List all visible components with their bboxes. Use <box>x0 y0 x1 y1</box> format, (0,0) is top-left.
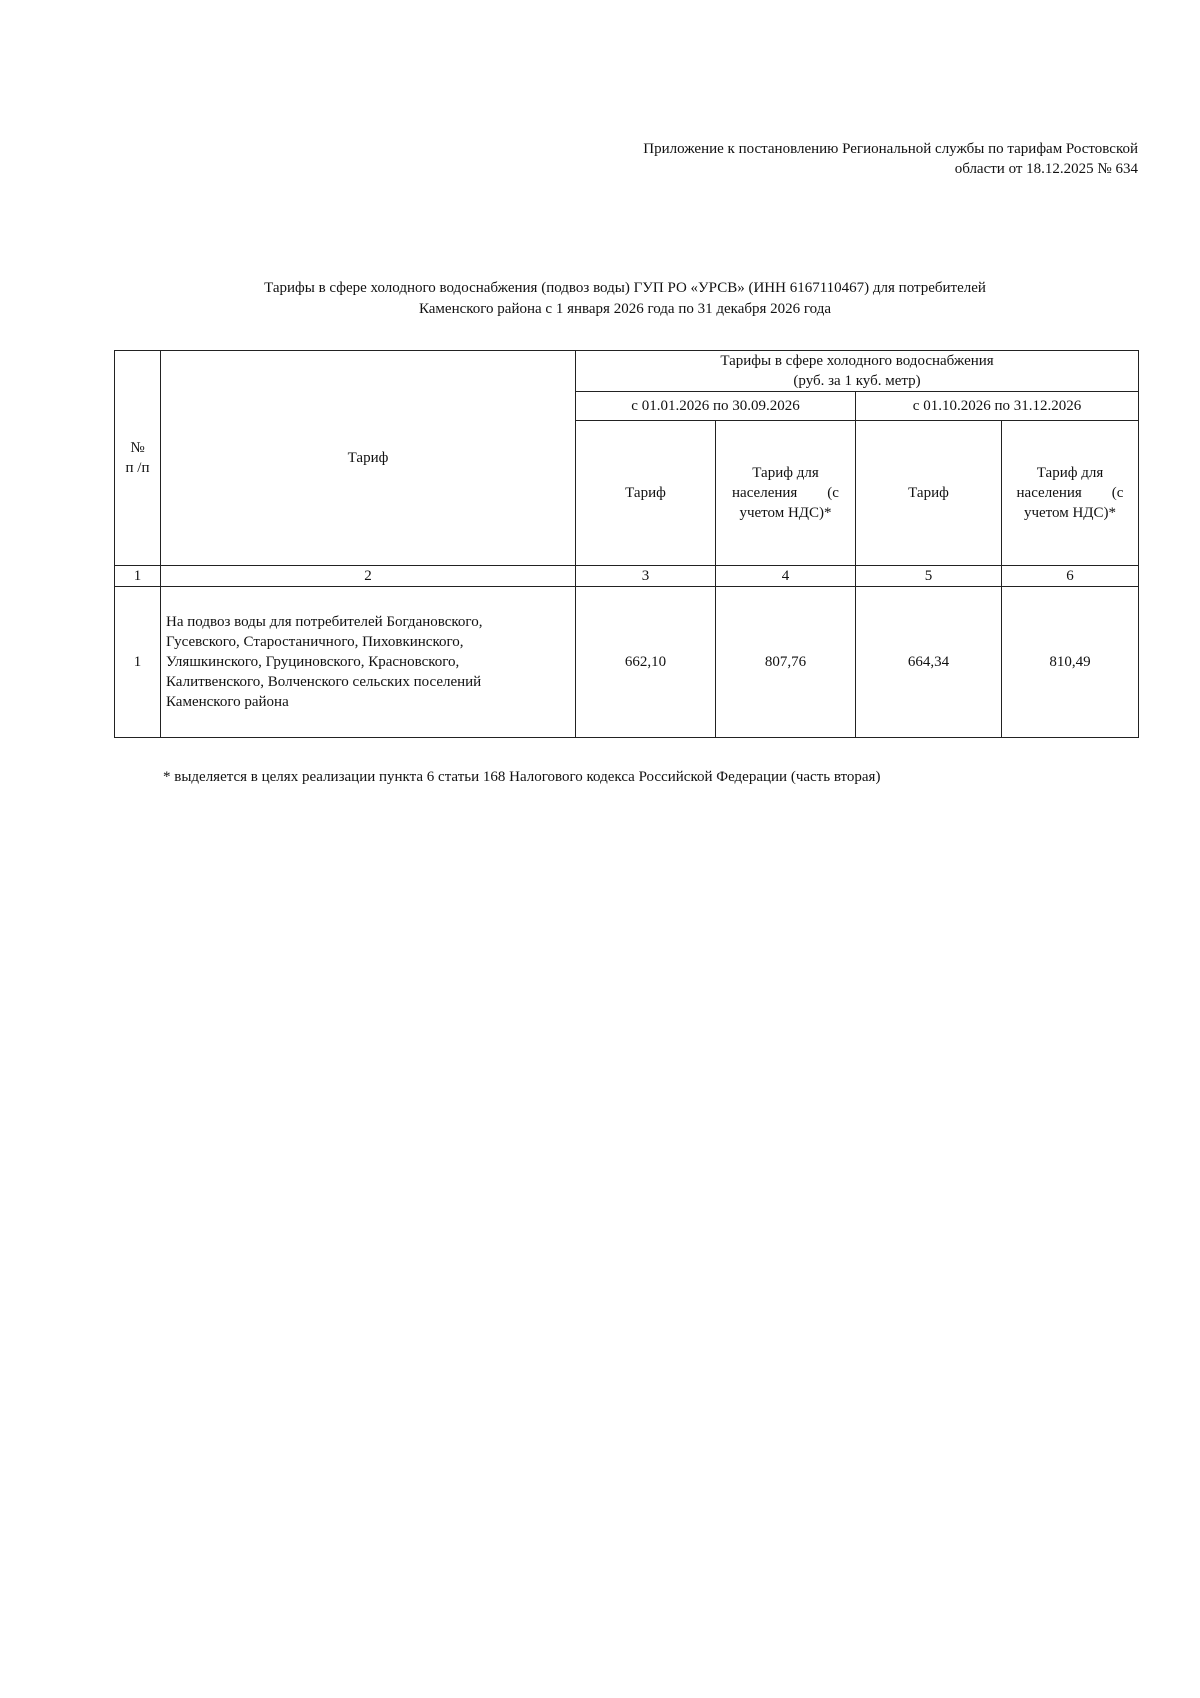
row-name-line: Гусевского, Старостаничного, Пиховкинского, <box>166 634 464 650</box>
index-cell: 3 <box>576 566 716 587</box>
row-name-line: Каменского района <box>166 694 289 710</box>
tariff-pop-p1-line-3: учетом НДС)* <box>739 505 832 521</box>
index-row <box>115 566 1139 587</box>
row-tariff-pop-p1: 807,76 <box>716 587 856 738</box>
tariff-pop-p2-line-1: Тариф для <box>1036 465 1104 481</box>
header-num-line-1: № <box>130 440 145 456</box>
row-tariff-p1: 662,10 <box>576 587 716 738</box>
index-cell: 4 <box>716 566 856 587</box>
index-cell: 6 <box>1002 566 1139 587</box>
group-title-line-1: Тарифы в сфере холодного водоснабжения <box>720 353 994 369</box>
header-num <box>115 351 161 566</box>
row-name-line: Уляшкинского, Груциновского, Красновского, <box>166 654 460 670</box>
header-name: Тариф <box>161 351 576 566</box>
row-tariff-p2: 664,34 <box>856 587 1002 738</box>
row-name <box>161 587 576 738</box>
index-cell: 2 <box>161 566 576 587</box>
index-cell: 1 <box>115 566 161 587</box>
header-num-line-2: п /п <box>125 460 150 476</box>
tariff-pop-p2-line-3: учетом НДС)* <box>1023 505 1117 521</box>
header-tariff-pop-p2 <box>1002 421 1139 566</box>
document-title <box>150 278 1100 320</box>
row-name-line: На подвоз воды для потребителей Богдановского, <box>166 614 483 630</box>
title-line-1: Тарифы в сфере холодного водоснабжения (подвоз воды) ГУП РО «УРСВ» (ИНН 6167110467) для потребителей <box>264 280 986 296</box>
tariff-pop-p2-line-2: населения (с <box>1016 485 1124 501</box>
table-row <box>115 587 1139 738</box>
tariff-pop-p1-line-1: Тариф для <box>752 465 819 481</box>
row-num: 1 <box>115 587 161 738</box>
row-tariff-pop-p2: 810,49 <box>1002 587 1139 738</box>
tariff-table <box>114 350 1139 738</box>
header-period-1: с 01.01.2026 по 30.09.2026 <box>576 392 856 421</box>
appendix-line-2: области от 18.12.2025 № 634 <box>954 161 1138 177</box>
row-name-line: Калитвенского, Волченского сельских поселений <box>166 674 482 690</box>
footnote: * выделяется в целях реализации пункта 6 статьи 168 Налогового кодекса Российской Федерации (часть вторая) <box>163 769 881 785</box>
group-title-line-2: (руб. за 1 куб. метр) <box>793 373 921 389</box>
header-period-2: с 01.10.2026 по 31.12.2026 <box>856 392 1139 421</box>
title-line-2: Каменского района с 1 января 2026 года по 31 декабря 2026 года <box>418 301 832 317</box>
index-cell: 5 <box>856 566 1002 587</box>
appendix-note <box>560 139 1138 179</box>
header-tariff-p1: Тариф <box>576 421 716 566</box>
header-group-title <box>576 351 1139 392</box>
appendix-line-1: Приложение к постановлению Региональной службы по тарифам Ростовской <box>643 141 1138 157</box>
header-tariff-p2: Тариф <box>856 421 1002 566</box>
header-row-group <box>115 351 1139 392</box>
tariff-pop-p1-line-2: населения (с <box>732 485 839 501</box>
header-tariff-pop-p1 <box>716 421 856 566</box>
